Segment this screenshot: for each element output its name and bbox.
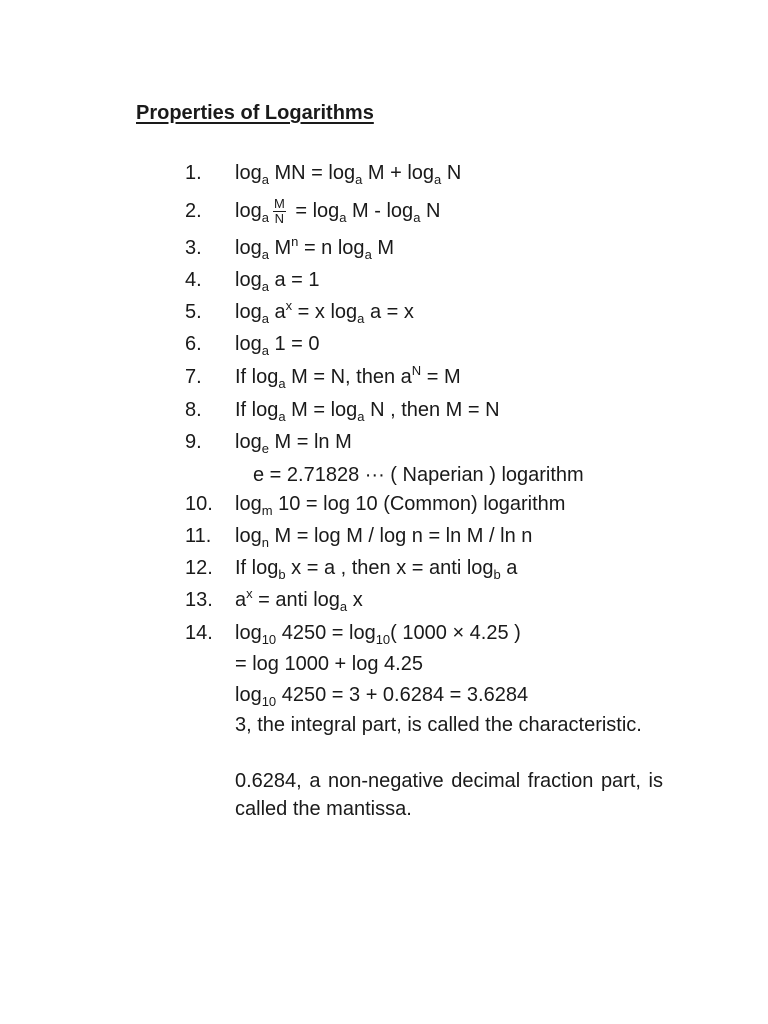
item-number: 1. bbox=[185, 162, 202, 184]
item-number: 5. bbox=[185, 301, 202, 323]
formula: If $\log_a M = \log_a N$ , then M = N bbox=[235, 399, 500, 424]
formula: $a^x$ = anti $\log_a x$ bbox=[235, 586, 363, 614]
formula: If $\log_a M = N$, then $a^N = M$ bbox=[235, 363, 461, 391]
item-number: 13. bbox=[185, 589, 213, 611]
formula: $\log_m 10 = \log 10$ (Common) logarithm bbox=[235, 493, 566, 518]
formula: $\log_a a = 1$ bbox=[235, 269, 320, 294]
formula: If $\log_b x = a$ , then x = anti $\log_b a$ bbox=[235, 557, 518, 582]
item-number: 3. bbox=[185, 237, 202, 259]
formula: = log 1000 + log 4.25 bbox=[235, 653, 423, 675]
item-number: 7. bbox=[185, 366, 202, 388]
item-number: 8. bbox=[185, 399, 202, 421]
formula: $\log_n M = \log M / \log n = \ln M / \ln n$ bbox=[235, 525, 533, 550]
characteristic-paragraph: 3, the integral part, is called the characteristic. bbox=[235, 714, 642, 736]
item-number: 12. bbox=[185, 557, 213, 579]
formula: $\log_a M^n = n$ $\log_a M$ bbox=[235, 234, 395, 262]
formula: $\log_{10} 4250 = \log_{10}$( 1000 × 4.25 ) bbox=[235, 622, 521, 647]
formula: $\log_a 1 = 0$ bbox=[235, 333, 320, 358]
formula: $\log_e M = \ln M$ bbox=[235, 431, 352, 456]
note-text: e = 2.71828 ··· ( Naperian ) logarithm bbox=[253, 464, 584, 486]
formula: $\log_a$ $\frac{M}{N}$ = $\log_a M - \log_a N$ bbox=[235, 196, 441, 226]
item-number: 10. bbox=[185, 493, 213, 515]
page-title: Properties of Logarithms bbox=[136, 102, 374, 124]
formula: $\log_a$ MN = $\log_a M + \log_a N$ bbox=[235, 162, 462, 187]
item-number: 2. bbox=[185, 200, 202, 222]
mantissa-paragraph: 0.6284, a non-negative decimal fraction part, is called the mantissa. bbox=[235, 770, 663, 820]
item-number: 4. bbox=[185, 269, 202, 291]
formula: $\log_{10} 4250 = 3 + 0.6284 = 3.6284$ bbox=[235, 684, 529, 709]
formula: $\log_a a^x = x$ $\log_a a = x$ bbox=[235, 298, 414, 326]
item-number: 9. bbox=[185, 431, 202, 453]
item-number: 6. bbox=[185, 333, 202, 355]
fraction: $\frac{M}{N}$ bbox=[273, 196, 285, 226]
item-number: 14. bbox=[185, 622, 213, 644]
item-number: 11. bbox=[185, 525, 212, 547]
